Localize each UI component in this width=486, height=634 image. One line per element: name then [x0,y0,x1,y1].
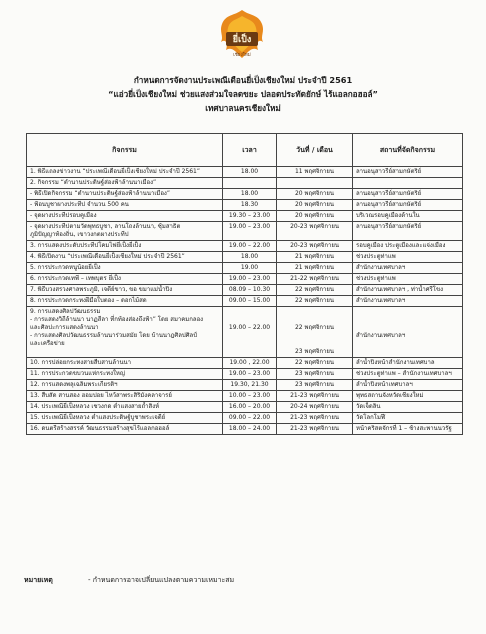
date-cell [277,263,353,274]
place-text: ช่วงประตูท่าแพ [356,275,396,282]
place-cell [353,211,463,222]
activity-text: - พิธีเปิดกิจกรรม “ตำนานประดิษฐ์ส่องฟ้าล้านนาเมือง” [30,190,170,197]
spacer [356,316,459,324]
date-cell [277,189,353,200]
date-text: 21-23 พฤศจิกายน [290,425,339,432]
table-row [27,296,463,307]
date-text: 21 พฤศจิกายน [294,264,335,271]
activity-cell [27,189,223,200]
time-text: 18.00 – 24.00 [228,425,271,432]
time-text: 19.30, 21.30 [230,381,269,388]
date-text: 20 พฤศจิกายน [294,190,335,197]
place-cell [353,200,463,211]
date-text [280,179,349,187]
table-row [27,391,463,402]
table-row [27,241,463,252]
time-text: 19.30 – 23.00 [228,212,271,219]
date-cell [277,402,353,413]
place-cell [353,189,463,200]
activity-text: และเครือข่าย [30,340,65,347]
place-cell [353,424,463,435]
activity-text: 10. การปล่อยกระทงสายสืบสานล้านนา [30,359,132,366]
date-text: 22 พฤศจิกายน [294,297,335,304]
date-text: 22 พฤศจิกายน [294,286,335,293]
date-text: 20-24 พฤศจิกายน [290,403,339,410]
activity-text: 1. พิธีแถลงข่าวงาน “ประเพณีเดือนยี่เป็งเชียงใหม่ ประจำปี 2561” [30,168,200,175]
place-cell [353,241,463,252]
place-text: ลำน้ำปิงหน้าเทศบาลฯ [356,381,413,388]
activity-text: 5. การประกวดหนูน้อยยี่เป็ง [30,264,101,271]
date-cell [277,307,353,358]
activity-text: 9. การแสดงศิลปวัฒนธรรม [30,308,101,315]
time-text: 18.00 [240,168,259,175]
activity-cell [27,307,223,358]
date-text: 22 พฤศจิกายน [294,359,335,366]
place-text: หน้าคริสตจักรที่ 1 – ช้างสะพานนวรัฐ [356,425,452,432]
time-cell [223,252,277,263]
date-cell [277,380,353,391]
time-text: 18.00 [240,190,259,197]
activity-text: 7. พิธีบวงสรวงศาลพระภูมิ, เจดีย์ขาว, ขอ ขมาแม่น้ำปิง [30,286,173,293]
place-text: สำนักงานเทศบาลฯ [356,297,406,304]
table-row [27,211,463,222]
table-row [27,200,463,211]
activity-text: 6. การประกวดเทพี – เทพบุตร ยี่เป็ง [30,275,121,282]
spacer [226,316,273,324]
activity-text: ภูมิปัญญาท้องถิ่น, เขาวงกตผางประทีป [30,231,129,238]
place-text: สำนักงานเทศบาลฯ , ท่าน้ำศรีโขง [356,286,444,293]
time-text: 19.00 – 22.00 [228,242,271,249]
place-text: สำนักงานเทศบาลฯ [356,332,406,339]
activity-cell [27,296,223,307]
time-text: 18.00 [240,253,259,260]
place-cell [353,252,463,263]
date-cell [277,274,353,285]
note-label: หมายเหตุ [24,576,53,584]
date-cell [277,424,353,435]
place-text: วัดเจ็ดลิน [356,403,381,410]
place-cell [353,167,463,178]
activity-cell [27,200,223,211]
time-text: 19.00 [240,264,259,271]
activity-text: 16. ดนตรีสร้างสรรค์ วัฒนธรรมสร้างสุขไร้แอลกอฮอล์ [30,425,170,432]
header-date: วันที่ / เดือน [277,134,353,167]
date-cell [277,296,353,307]
place-text: พุทธสถานจังหวัดเชียงใหม่ [356,392,424,399]
time-cell [223,424,277,435]
time-text: 08.09 – 10.30 [228,286,271,293]
table-row [27,424,463,435]
table-row [27,380,463,391]
date-cell [277,167,353,178]
time-text: 18.30 [240,201,259,208]
header-slogan: “แอ่วยี่เป็งเชียงใหม่ ช่วยแสงส่วมใจลดขยะ ปลอดประทัดยักษ์ ไร้แอลกอฮอล์” [108,89,378,99]
table-row [27,222,463,241]
date-cell [277,285,353,296]
place-text: วัดโลกโมฬี [356,414,386,421]
table-row [27,252,463,263]
place-text: ลานอนุสาวรีย์สามกษัตริย์ [356,190,422,197]
place-text: ลำน้ำปิงหน้าสำนักงานเทศบาล [356,359,435,366]
activity-text: - การแสดงศิลปวัฒนธรรมล้านนาร่วมสมัย โดย บ้านนาฎศิลปศิลป์ [30,332,198,339]
spacer [356,324,459,332]
activity-text: และศิลปะการแสดงล้านนา [30,324,99,331]
place-text: ลานอนุสาวรีย์สามกษัตริย์ [356,168,422,175]
place-text: ช่วงประตูท่าแพ – สำนักงานเทศบาลฯ [356,370,452,377]
time-text [226,179,273,187]
activity-text: 8. การประกวดกระทงฝีมือใบตอง – ดอกไม้สด [30,297,147,304]
place-text: ลานอนุสาวรีย์สามกษัตริย์ [356,223,422,230]
activity-cell [27,380,223,391]
table-row [27,358,463,369]
date-text: 20-23 พฤศจิกายน [290,242,339,249]
place-text: รอบคูเมือง ประตูเมืองและแจ่งเมือง [356,242,446,249]
activity-cell [27,285,223,296]
time-text: 09.00 – 15.00 [228,297,271,304]
date-text: 23 พฤศจิกายน [294,381,335,388]
activity-cell [27,358,223,369]
date-text: 21-22 พฤศจิกายน [290,275,339,282]
time-text: 19.00 – 23.00 [228,370,271,377]
activity-cell [27,413,223,424]
spacer [226,308,273,316]
activity-cell [27,391,223,402]
activity-cell [27,211,223,222]
header-place: สถานที่จัดกิจกรรม [353,134,463,167]
activity-cell [27,402,223,413]
date-cell [277,252,353,263]
time-cell [223,369,277,380]
festival-logo [216,8,268,64]
time-cell [223,189,277,200]
time-cell [223,391,277,402]
place-text [356,179,459,187]
activity-cell [27,241,223,252]
time-cell [223,358,277,369]
time-text: 19.00 , 22.00 [229,359,270,366]
activity-text: 13. สืบสัด สานสอง ฮอมปอย ไหว้สาพระสิริมังคลาจารย์ [30,392,172,399]
place-cell [353,391,463,402]
time-cell [223,380,277,391]
time-text: 16.00 – 20.00 [228,403,271,410]
time-text: 09.00 – 22.00 [228,414,271,421]
activity-cell [27,424,223,435]
table-row [27,369,463,380]
time-text: 10.00 – 23.00 [228,392,271,399]
date-text: 20-23 พฤศจิกายน [290,223,339,230]
svg-text:เชียงใหม่: เชียงใหม่ [233,53,251,58]
place-cell [353,358,463,369]
table-row [27,189,463,200]
date-cell [277,211,353,222]
table-header-row [27,134,463,167]
header-title: กำหนดการจัดงานประเพณีเดือนยี่เป็งเชียงใหม่ ประจำปี 2561 [133,75,353,85]
date-text: 23 พฤศจิกายน [294,370,335,377]
place-cell [353,178,463,189]
date-text: 21-23 พฤศจิกายน [290,392,339,399]
schedule-table [26,133,463,435]
date-text: 22 พฤศจิกายน [294,324,335,331]
activity-text: - การแสดงวิถีล้านนา นาฏสีลา ที่กท้องส่องถึงฟ้า” โดย สมาคมกลอง [30,316,204,323]
date-cell [277,369,353,380]
date-text: 20 พฤศจิกายน [294,212,335,219]
activity-text: 11. การประกวดขบวนแห่กระทงใหญ่ [30,370,125,377]
time-text: 19.00 – 23.00 [228,275,271,282]
header-time: เวลา [223,134,277,167]
table-row [27,274,463,285]
spacer [280,340,349,348]
activity-text: 2. กิจกรรม “ตำนานประดิษฐ์ส่องฟ้าล้านนาเมือง” [30,179,157,186]
time-cell [223,402,277,413]
time-cell [223,178,277,189]
date-cell [277,413,353,424]
time-cell [223,200,277,211]
header-organizer: เทศบาลนครเชียงใหม่ [205,103,281,113]
activity-cell [27,263,223,274]
activity-cell [27,252,223,263]
time-cell [223,285,277,296]
date-cell [277,391,353,402]
note-text: - กำหนดการอาจเปลี่ยนแปลงตามความเหมาะสม [88,576,235,584]
place-cell [353,380,463,391]
place-cell [353,274,463,285]
time-cell [223,263,277,274]
svg-text:ยี่เป็ง: ยี่เป็ง [232,35,252,45]
date-cell [277,222,353,241]
header-activity: กิจกรรม [27,134,223,167]
place-cell [353,413,463,424]
place-cell [353,263,463,274]
table-row [27,307,463,358]
time-cell [223,241,277,252]
activity-text: 3. การแสดงประดับประทีปโคมไฟยี่เป็งยี่เป็ง [30,242,142,249]
date-cell [277,200,353,211]
table-row [27,285,463,296]
date-text: 11 พฤศจิกายน [294,168,335,175]
place-text: สำนักงานเทศบาลฯ [356,264,406,271]
date-text: 23 พฤศจิกายน [294,348,335,355]
time-cell [223,413,277,424]
date-cell [277,241,353,252]
spacer [280,316,349,324]
time-cell [223,222,277,241]
time-cell [223,274,277,285]
spacer [280,332,349,340]
table-row [27,178,463,189]
date-cell [277,358,353,369]
date-text: 21 พฤศจิกายน [294,253,335,260]
table-row [27,167,463,178]
activity-text: - จุดผางประทีปรอบคูเมือง [30,212,97,219]
activity-cell [27,274,223,285]
activity-text: 12. การแสดงพลุเฉลิมพระเกียรติฯ [30,381,118,388]
date-text: 21-23 พฤศจิกายน [290,414,339,421]
activity-cell [27,167,223,178]
activity-cell [27,222,223,241]
place-text: บริเวณรอบคูเมืองด้านใน [356,212,420,219]
activity-text: - ฟ้อนบูชาผางประทีป จำนวน 500 คน [30,201,129,208]
time-cell [223,211,277,222]
activity-text: - จุดผางประทีปตามวัดพุทธบูชา, ลานโถงล้านนา, ซุ้มสาธิต [30,223,181,230]
date-text: 20 พฤศจิกายน [294,201,335,208]
place-cell [353,307,463,358]
place-cell [353,296,463,307]
table-row [27,263,463,274]
spacer [280,308,349,316]
activity-text: 4. พิธีเปิดงาน “ประเพณีเดือนยี่เป็งเชียงใหม่ ประจำปี 2561” [30,253,185,260]
time-text: 19.00 – 22.00 [228,324,271,331]
table-row [27,402,463,413]
activity-cell [27,178,223,189]
activity-text: 14. ประเพณียี่เป็งหลวง เชวงกด ต่ำแสงสายถ้ำสิงห์ [30,403,160,410]
activity-cell [27,369,223,380]
place-cell [353,402,463,413]
place-text: ช่วงประตูท่าแพ [356,253,396,260]
table-row [27,413,463,424]
time-cell [223,296,277,307]
place-cell [353,285,463,296]
date-cell [277,178,353,189]
time-text: 19.00 – 23.00 [228,223,271,230]
spacer [356,308,459,316]
place-cell [353,369,463,380]
time-cell [223,167,277,178]
activity-text: 15. ประเพณียี่เป็งหลวง ต่ำแสงประดิษฐ์บูชาพระเจดีย์ [30,414,166,421]
place-text: ลานอนุสาวรีย์สามกษัตริย์ [356,201,422,208]
time-cell [223,307,277,358]
place-cell [353,222,463,241]
